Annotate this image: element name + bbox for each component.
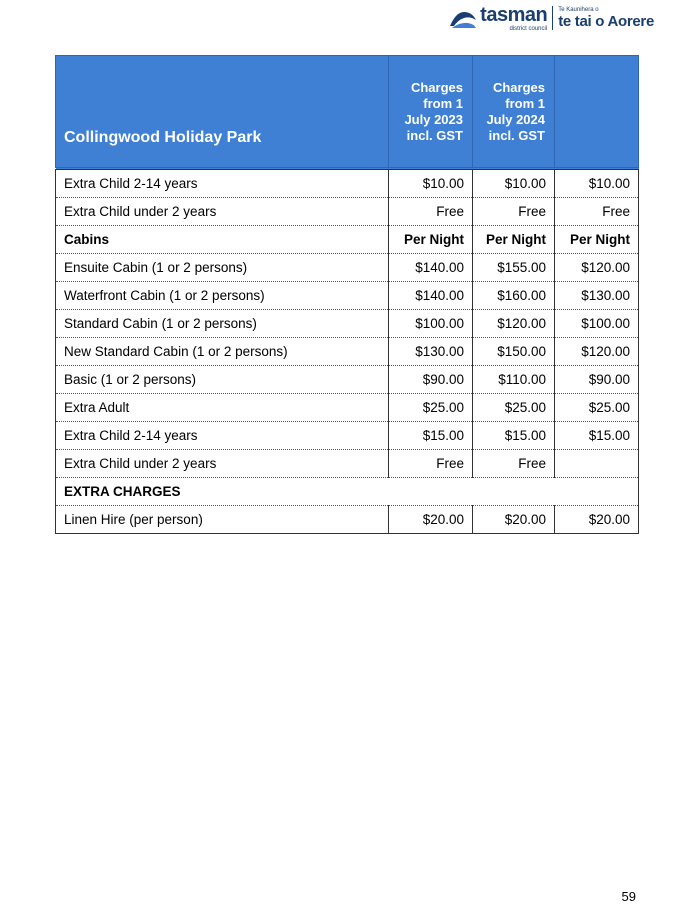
- row-label: Basic (1 or 2 persons): [56, 366, 389, 394]
- row-value-c2: Free: [473, 198, 555, 226]
- table-row: [56, 170, 639, 198]
- row-value-c2: $155.00: [473, 254, 555, 282]
- table-row: [56, 450, 639, 478]
- table-row: [56, 338, 639, 366]
- row-value-c2: $110.00: [473, 366, 555, 394]
- table-row: [56, 506, 639, 534]
- row-value-c3: $15.00: [555, 422, 639, 450]
- row-value-c3: $25.00: [555, 394, 639, 422]
- row-value-c2: $25.00: [473, 394, 555, 422]
- row-label: Waterfront Cabin (1 or 2 persons): [56, 282, 389, 310]
- row-value-c3: [555, 450, 639, 478]
- row-value-c3: $10.00: [555, 170, 639, 198]
- table-row: [56, 366, 639, 394]
- row-value-c2: $160.00: [473, 282, 555, 310]
- row-value-c1: Free: [389, 198, 473, 226]
- row-value-c1: Per Night: [389, 226, 473, 254]
- page-number: 59: [621, 889, 636, 904]
- table-row: [56, 198, 639, 226]
- row-value-c2: $15.00: [473, 422, 555, 450]
- row-value-c1: $25.00: [389, 394, 473, 422]
- row-label: Cabins: [56, 226, 389, 254]
- column-header-3: [555, 56, 639, 168]
- row-value-c1: $100.00: [389, 310, 473, 338]
- table-row: [56, 226, 639, 254]
- row-label: Ensuite Cabin (1 or 2 persons): [56, 254, 389, 282]
- table-header-row: [56, 56, 639, 168]
- row-value-c2: $20.00: [473, 506, 555, 534]
- row-value-c3: $90.00: [555, 366, 639, 394]
- row-label: Extra Child 2-14 years: [56, 422, 389, 450]
- fees-table: [55, 55, 639, 534]
- brand-subtitle: district council: [509, 25, 548, 32]
- row-value-c2: $150.00: [473, 338, 555, 366]
- row-value-c2: Free: [473, 450, 555, 478]
- row-value-c1: $15.00: [389, 422, 473, 450]
- row-value-c2: Per Night: [473, 226, 555, 254]
- maori-name: te tai o Aorere: [558, 13, 654, 30]
- table-title: Collingwood Holiday Park: [56, 56, 389, 168]
- row-label: Extra Child 2-14 years: [56, 170, 389, 198]
- wave-logo-icon: [448, 6, 478, 30]
- row-value-c2: $120.00: [473, 310, 555, 338]
- row-value-c1: $140.00: [389, 254, 473, 282]
- row-value-c1: $130.00: [389, 338, 473, 366]
- row-value-c3: $20.00: [555, 506, 639, 534]
- row-value-c1: $90.00: [389, 366, 473, 394]
- row-label: Extra Child under 2 years: [56, 450, 389, 478]
- table-body: [56, 170, 639, 534]
- table-row: [56, 310, 639, 338]
- row-value-c3: $100.00: [555, 310, 639, 338]
- table-row: [56, 422, 639, 450]
- row-label: Extra Child under 2 years: [56, 198, 389, 226]
- row-value-c3: $120.00: [555, 338, 639, 366]
- logo-divider: [552, 6, 553, 30]
- table-row: [56, 282, 639, 310]
- section-heading: EXTRA CHARGES: [56, 478, 639, 506]
- row-label: Linen Hire (per person): [56, 506, 389, 534]
- column-header-2024: Charges from 1 July 2024 incl. GST: [473, 56, 555, 168]
- table-row: [56, 394, 639, 422]
- row-label: Standard Cabin (1 or 2 persons): [56, 310, 389, 338]
- brand-name: tasman: [480, 3, 548, 26]
- row-label: New Standard Cabin (1 or 2 persons): [56, 338, 389, 366]
- row-value-c3: $120.00: [555, 254, 639, 282]
- maori-subtitle: Te Kaunihera o: [558, 7, 599, 13]
- row-value-c1: $140.00: [389, 282, 473, 310]
- row-value-c2: $10.00: [473, 170, 555, 198]
- table-row: [56, 478, 639, 506]
- row-value-c1: $20.00: [389, 506, 473, 534]
- row-value-c1: $10.00: [389, 170, 473, 198]
- row-value-c1: Free: [389, 450, 473, 478]
- row-value-c3: $130.00: [555, 282, 639, 310]
- council-logo: [448, 4, 654, 32]
- column-header-2023: Charges from 1 July 2023 incl. GST: [389, 56, 473, 168]
- row-value-c3: Free: [555, 198, 639, 226]
- table-row: [56, 254, 639, 282]
- row-label: Extra Adult: [56, 394, 389, 422]
- row-value-c3: Per Night: [555, 226, 639, 254]
